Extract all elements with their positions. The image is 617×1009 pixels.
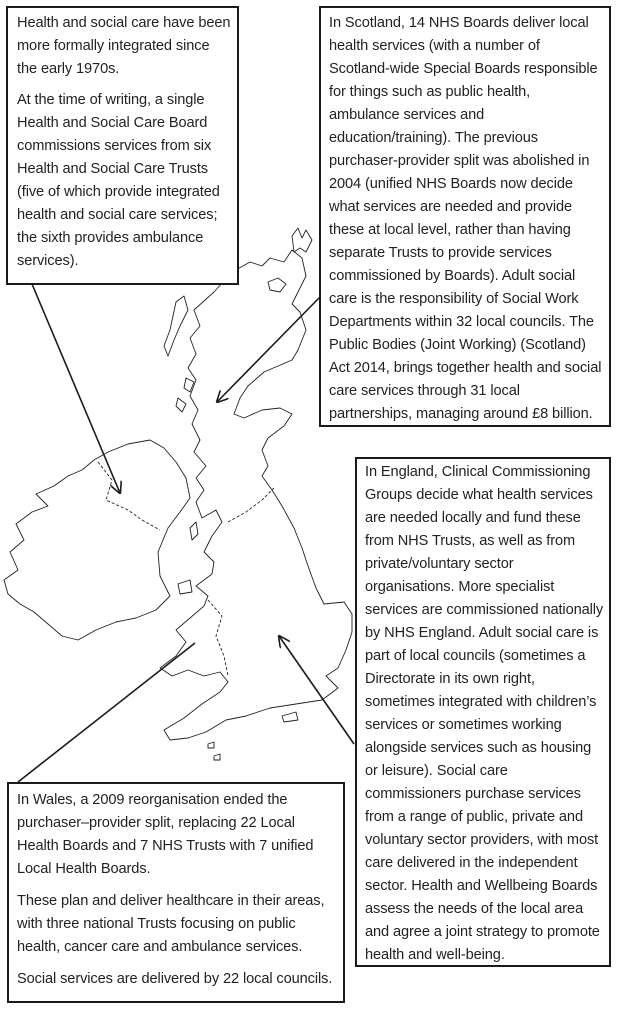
northern-ireland-info-box xyxy=(6,6,239,285)
england-pointer xyxy=(279,636,354,744)
ireland-outline xyxy=(4,440,190,640)
wales-pointer xyxy=(18,643,195,782)
anglesey xyxy=(178,580,192,594)
england-paragraph: In England, Clinical Commissioning Groups decide what health services are needed locally and fund these from NHS Trusts, as well as from private/voluntary sector organisations. More specialist services are commissioned nationally by NHS England. Adult social care is part of local councils (sometimes a Directorate in its own right, sometimes integrated with children’s services or sometimes working alongside services such as housing or leisure). Social care commissioners purchase services from a range of public, private and voluntary sector providers, with most care delivered in the independent sector. Health and Wellbeing Boards assess the needs of the local area and agree a joint strategy to promote health and well-being. xyxy=(365,464,604,963)
scotland-info-box xyxy=(319,6,611,427)
england-info-box xyxy=(355,457,611,967)
channel-islands xyxy=(208,742,220,760)
isle-of-man xyxy=(190,522,198,540)
western-isles xyxy=(164,296,188,356)
england-wales-border xyxy=(208,600,228,676)
orkney-islands xyxy=(268,278,286,292)
scotland-paragraph: In Scotland, 14 NHS Boards deliver local health services (with a number of Scotland-wide Special Boards responsible for things such as public health, ambulance services and education/training). The previous purchaser-provider split was abolished in 2004 (unified NHS Boards now decide what services are needed and provide these at local level, rather than having separate Trusts to provide services commissioned by Boards). Adult social care is the responsibility of Social Work Departments within 32 local councils. The Public Bodies (Joint Working) (Scotland) Act 2014, brings together health and social care services through 31 local partnerships, managing around £8 billion. xyxy=(329,15,602,422)
northern-ireland-paragraph: Health and social care have been more formally integrated since the early 1970s. xyxy=(17,15,231,77)
northern-ireland-pointer xyxy=(32,284,120,493)
wales-paragraph: In Wales, a 2009 reorganisation ended the purchaser–provider split, replacing 22 Local Health Boards and 7 NHS Trusts with 7 unified Local Health Boards. xyxy=(17,792,314,877)
england-scotland-border xyxy=(228,488,274,522)
hebrides-islands xyxy=(176,378,194,412)
shetland-islands xyxy=(292,228,312,252)
isle-of-wight xyxy=(282,712,298,722)
northern-ireland-paragraph: At the time of writing, a single Health and Social Care Board commissions services from six Health and Social Care Trusts (five of which provide integrated health and social care services; the sixth provides ambulance services). xyxy=(17,92,220,269)
wales-paragraph: These plan and deliver healthcare in their areas, with three national Trusts focusing on public health, cancer care and ambulance services. xyxy=(17,893,325,955)
northern-ireland-border xyxy=(98,462,160,530)
wales-paragraph: Social services are delivered by 22 local councils. xyxy=(17,971,333,987)
scotland-pointer xyxy=(217,297,320,402)
wales-info-box xyxy=(7,782,345,1003)
